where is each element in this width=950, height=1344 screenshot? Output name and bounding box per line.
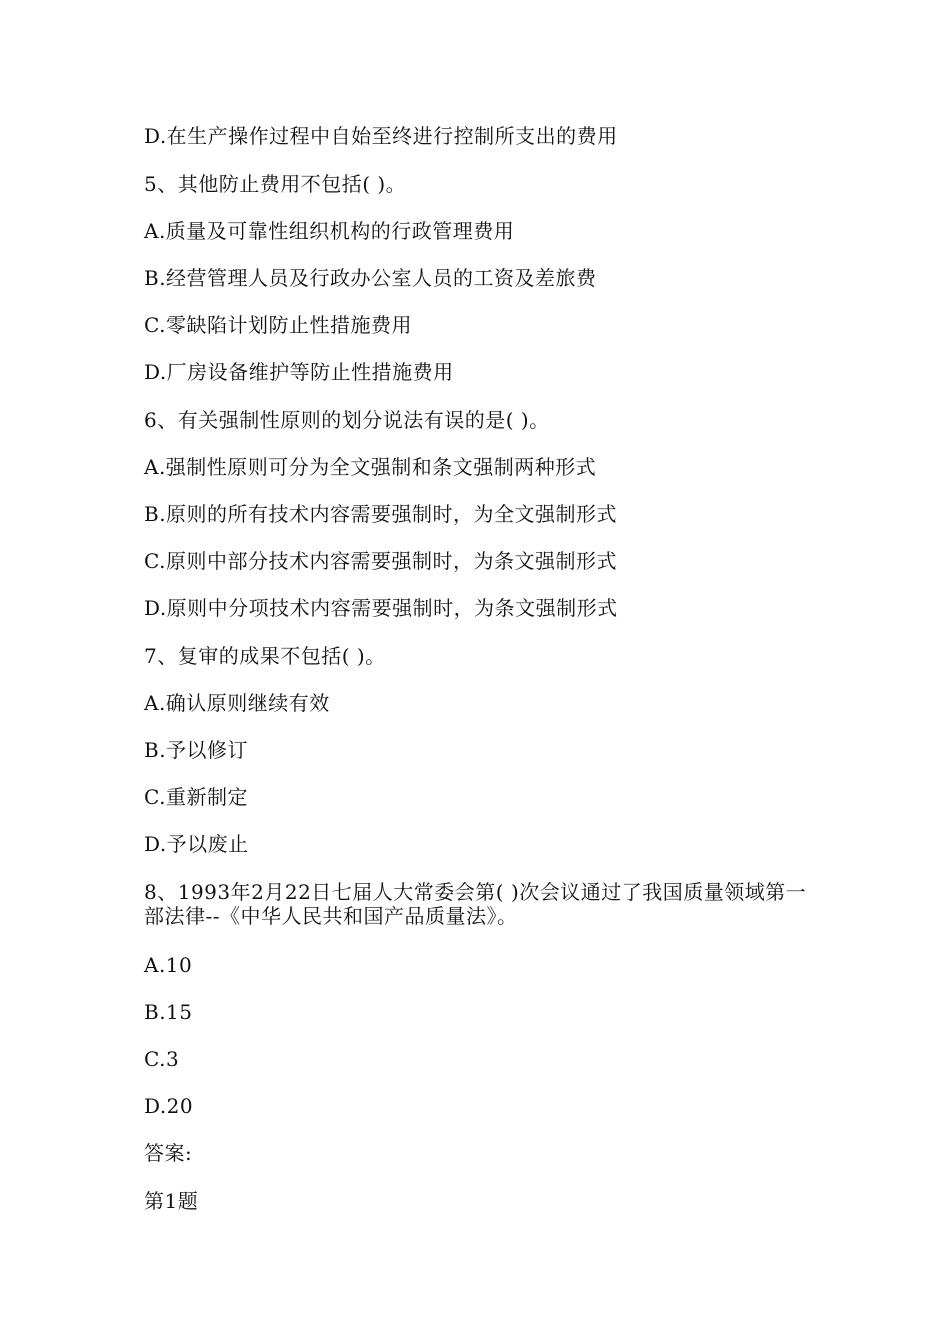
option-b-q6: B.原则的所有技术内容需要强制时，为全文强制形式 [144, 502, 618, 526]
question-6: 6、有关强制性原则的划分说法有误的是( )。 [144, 408, 550, 432]
option-d-q7: D.予以废止 [144, 832, 249, 856]
answers-heading: 答案: [144, 1141, 193, 1165]
option-d-q5: D.厂房设备维护等防止性措施费用 [144, 360, 454, 384]
answer-question-1: 第1题 [144, 1189, 199, 1213]
option-c-q8: C.3 [144, 1047, 180, 1071]
question-7: 7、复审的成果不包括( )。 [144, 644, 386, 668]
option-a-q5: A.质量及可靠性组织机构的行政管理费用 [144, 219, 515, 243]
option-a-q7: A.确认原则继续有效 [144, 691, 330, 715]
option-a-q8: A.10 [144, 953, 193, 977]
option-a-q6: A.强制性原则可分为全文强制和条文强制两种形式 [144, 455, 597, 479]
option-b-q8: B.15 [144, 1000, 193, 1024]
option-c-q5: C.零缺陷计划防止性措施费用 [144, 313, 412, 337]
option-d-q4: D.在生产操作过程中自始至终进行控制所支出的费用 [144, 124, 618, 148]
option-d-q6: D.原则中分项技术内容需要强制时，为条文强制形式 [144, 596, 618, 620]
option-b-q7: B.予以修订 [144, 738, 249, 762]
option-c-q7: C.重新制定 [144, 785, 248, 809]
option-d-q8: D.20 [144, 1094, 194, 1118]
question-8: 8、1993年2月22日七届人大常委会第( )次会议通过了我国质量领域第一部法律--《中华人民共和国产品质量法》。 [144, 880, 807, 928]
option-c-q6: C.原则中部分技术内容需要强制时，为条文强制形式 [144, 549, 617, 573]
option-b-q5: B.经营管理人员及行政办公室人员的工资及差旅费 [144, 266, 597, 290]
question-5: 5、其他防止费用不包括( )。 [144, 172, 407, 196]
